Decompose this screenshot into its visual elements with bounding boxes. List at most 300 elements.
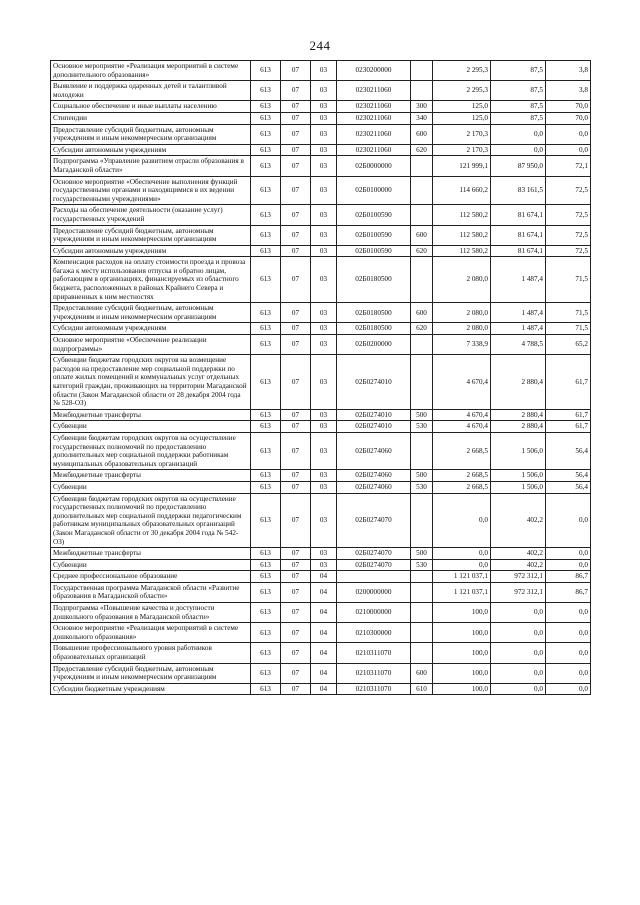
executed-amount-cell: 87,5 (491, 81, 546, 101)
subsection-code-cell: 03 (311, 61, 337, 81)
execution-percent-cell: 0,0 (546, 493, 591, 548)
execution-percent-cell: 72,1 (546, 156, 591, 176)
expense-type-cell: 340 (411, 112, 433, 124)
executed-amount-cell: 2 880,4 (491, 355, 546, 410)
executed-amount-cell: 87,5 (491, 112, 546, 124)
ministry-code-cell: 613 (251, 481, 281, 493)
ministry-code-cell: 613 (251, 603, 281, 623)
planned-amount-cell: 1 121 037,1 (433, 582, 491, 602)
subsection-code-cell: 03 (311, 409, 337, 421)
section-code-cell: 07 (281, 81, 311, 101)
ministry-code-cell: 613 (251, 124, 281, 144)
target-article-cell: 0210000000 (337, 603, 411, 623)
table-row (51, 257, 591, 303)
target-article-cell: 0210300000 (337, 623, 411, 643)
executed-amount-cell: 0,0 (491, 623, 546, 643)
section-code-cell: 07 (281, 156, 311, 176)
table-row (51, 421, 591, 433)
target-article-cell: 0210311070 (337, 683, 411, 695)
ministry-code-cell: 613 (251, 176, 281, 205)
section-code-cell: 07 (281, 493, 311, 548)
subsection-code-cell: 04 (311, 571, 337, 583)
executed-amount-cell: 2 880,4 (491, 421, 546, 433)
ministry-code-cell: 613 (251, 144, 281, 156)
table-row (51, 643, 591, 663)
target-article-cell: 02Б0000000 (337, 156, 411, 176)
target-article-cell: 02Б0100000 (337, 176, 411, 205)
table-row (51, 623, 591, 643)
execution-percent-cell: 72,5 (546, 205, 591, 225)
expense-type-cell: 500 (411, 548, 433, 560)
subsection-code-cell: 03 (311, 481, 337, 493)
expense-type-cell: 600 (411, 663, 433, 683)
planned-amount-cell: 121 999,1 (433, 156, 491, 176)
expense-type-cell: 600 (411, 303, 433, 323)
executed-amount-cell: 87 950,0 (491, 156, 546, 176)
item-name-cell: Расходы на обеспечение деятельности (оказание услуг) государственных учреждений (51, 205, 251, 225)
expense-type-cell: 300 (411, 101, 433, 113)
ministry-code-cell: 613 (251, 205, 281, 225)
planned-amount-cell: 100,0 (433, 603, 491, 623)
table-row (51, 548, 591, 560)
planned-amount-cell: 4 670,4 (433, 355, 491, 410)
item-name-cell: Субсидии автономным учреждениям (51, 245, 251, 257)
subsection-code-cell: 04 (311, 663, 337, 683)
item-name-cell: Субвенции (51, 559, 251, 571)
section-code-cell: 07 (281, 548, 311, 560)
subsection-code-cell: 03 (311, 323, 337, 335)
executed-amount-cell: 402,2 (491, 559, 546, 571)
ministry-code-cell: 613 (251, 335, 281, 355)
execution-percent-cell: 65,2 (546, 335, 591, 355)
item-name-cell: Государственная программа Магаданской области «Развитие образования в Магаданской области» (51, 582, 251, 602)
ministry-code-cell: 613 (251, 225, 281, 245)
ministry-code-cell: 613 (251, 548, 281, 560)
section-code-cell: 07 (281, 470, 311, 482)
table-row (51, 156, 591, 176)
subsection-code-cell: 03 (311, 355, 337, 410)
executed-amount-cell: 81 674,1 (491, 205, 546, 225)
target-article-cell: 02Б0200000 (337, 335, 411, 355)
table-row (51, 603, 591, 623)
planned-amount-cell: 2 080,0 (433, 303, 491, 323)
section-code-cell: 07 (281, 144, 311, 156)
table-row (51, 559, 591, 571)
executed-amount-cell: 402,2 (491, 548, 546, 560)
subsection-code-cell: 03 (311, 205, 337, 225)
item-name-cell: Субсидии бюджетным учреждениям (51, 683, 251, 695)
subsection-code-cell: 04 (311, 623, 337, 643)
execution-percent-cell: 71,5 (546, 303, 591, 323)
section-code-cell: 07 (281, 582, 311, 602)
execution-percent-cell: 56,4 (546, 432, 591, 469)
section-code-cell: 07 (281, 176, 311, 205)
ministry-code-cell: 613 (251, 101, 281, 113)
executed-amount-cell: 0,0 (491, 124, 546, 144)
expense-type-cell (411, 603, 433, 623)
execution-percent-cell: 0,0 (546, 559, 591, 571)
ministry-code-cell: 613 (251, 643, 281, 663)
expense-type-cell: 620 (411, 245, 433, 257)
table-row (51, 144, 591, 156)
target-article-cell: 02Б0100590 (337, 205, 411, 225)
table-row (51, 582, 591, 602)
execution-percent-cell: 72,5 (546, 176, 591, 205)
item-name-cell: Предоставление субсидий бюджетным, автономным учреждениям и иным некоммерческим организациям (51, 663, 251, 683)
section-code-cell: 07 (281, 603, 311, 623)
item-name-cell: Субвенции бюджетам городских округов на осуществление государственных полномочий по предоставлению дополнительных мер социальной поддержки педагогическим работникам муниципальных образовательных организаций (Закон Магаданской области от 30 декабря 2004 года № 542-ОЗ) (51, 493, 251, 548)
subsection-code-cell: 03 (311, 335, 337, 355)
section-code-cell: 07 (281, 432, 311, 469)
expense-type-cell (411, 355, 433, 410)
expense-type-cell (411, 571, 433, 583)
execution-percent-cell: 72,5 (546, 245, 591, 257)
executed-amount-cell: 1 506,0 (491, 481, 546, 493)
table-row (51, 112, 591, 124)
subsection-code-cell: 03 (311, 144, 337, 156)
expense-type-cell (411, 643, 433, 663)
expense-type-cell: 600 (411, 225, 433, 245)
item-name-cell: Социальное обеспечение и иные выплаты населению (51, 101, 251, 113)
executed-amount-cell: 1 506,0 (491, 432, 546, 469)
target-article-cell: 02Б0180500 (337, 323, 411, 335)
table-row (51, 335, 591, 355)
ministry-code-cell: 613 (251, 355, 281, 410)
target-article-cell: 02Б0100590 (337, 245, 411, 257)
executed-amount-cell: 87,5 (491, 61, 546, 81)
planned-amount-cell: 4 670,4 (433, 409, 491, 421)
item-name-cell: Подпрограмма «Повышение качества и доступности дошкольного образования в Магаданской области» (51, 603, 251, 623)
execution-percent-cell: 0,0 (546, 124, 591, 144)
target-article-cell: 0230211060 (337, 81, 411, 101)
planned-amount-cell: 114 660,2 (433, 176, 491, 205)
item-name-cell: Основное мероприятие «Реализация мероприятий в системе дошкольного образования» (51, 623, 251, 643)
section-code-cell: 07 (281, 421, 311, 433)
executed-amount-cell: 0,0 (491, 663, 546, 683)
expense-type-cell: 530 (411, 481, 433, 493)
planned-amount-cell: 100,0 (433, 643, 491, 663)
ministry-code-cell: 613 (251, 409, 281, 421)
ministry-code-cell: 613 (251, 421, 281, 433)
section-code-cell: 07 (281, 124, 311, 144)
ministry-code-cell: 613 (251, 493, 281, 548)
execution-percent-cell: 86,7 (546, 571, 591, 583)
table-row (51, 124, 591, 144)
execution-percent-cell: 0,0 (546, 623, 591, 643)
executed-amount-cell: 83 161,5 (491, 176, 546, 205)
subsection-code-cell: 03 (311, 101, 337, 113)
execution-percent-cell: 71,5 (546, 323, 591, 335)
target-article-cell: 0230211060 (337, 101, 411, 113)
executed-amount-cell: 4 788,5 (491, 335, 546, 355)
target-article-cell: 0200000000 (337, 582, 411, 602)
subsection-code-cell: 03 (311, 112, 337, 124)
subsection-code-cell: 03 (311, 257, 337, 303)
section-code-cell: 07 (281, 101, 311, 113)
section-code-cell: 07 (281, 205, 311, 225)
execution-percent-cell: 0,0 (546, 603, 591, 623)
subsection-code-cell: 03 (311, 303, 337, 323)
executed-amount-cell: 0,0 (491, 603, 546, 623)
ministry-code-cell: 613 (251, 112, 281, 124)
item-name-cell: Субвенции (51, 421, 251, 433)
planned-amount-cell: 2 080,0 (433, 257, 491, 303)
executed-amount-cell: 0,0 (491, 683, 546, 695)
subsection-code-cell: 04 (311, 603, 337, 623)
table-row (51, 323, 591, 335)
execution-percent-cell: 56,4 (546, 481, 591, 493)
ministry-code-cell: 613 (251, 432, 281, 469)
planned-amount-cell: 0,0 (433, 548, 491, 560)
execution-percent-cell: 72,5 (546, 225, 591, 245)
execution-percent-cell: 0,0 (546, 548, 591, 560)
item-name-cell: Предоставление субсидий бюджетным, автономным учреждениям и иным некоммерческим организациям (51, 225, 251, 245)
ministry-code-cell: 613 (251, 663, 281, 683)
target-article-cell: 0230200000 (337, 61, 411, 81)
target-article-cell: 02Б0274060 (337, 481, 411, 493)
executed-amount-cell: 0,0 (491, 643, 546, 663)
planned-amount-cell: 0,0 (433, 559, 491, 571)
planned-amount-cell: 2 295,3 (433, 61, 491, 81)
item-name-cell: Подпрограмма «Управление развитием отрасли образования в Магаданской области» (51, 156, 251, 176)
planned-amount-cell: 2 668,5 (433, 470, 491, 482)
table-row (51, 663, 591, 683)
subsection-code-cell: 03 (311, 156, 337, 176)
execution-percent-cell: 3,8 (546, 61, 591, 81)
executed-amount-cell: 972 312,1 (491, 571, 546, 583)
table-row (51, 355, 591, 410)
item-name-cell: Субвенции бюджетам городских округов на осуществление государственных полномочий по предоставлению дополнительных мер социальной поддержки работникам муниципальных образовательных организаций (51, 432, 251, 469)
section-code-cell: 07 (281, 409, 311, 421)
subsection-code-cell: 04 (311, 643, 337, 663)
section-code-cell: 07 (281, 112, 311, 124)
item-name-cell: Основное мероприятие «Обеспечение реализации подпрограммы» (51, 335, 251, 355)
subsection-code-cell: 03 (311, 432, 337, 469)
executed-amount-cell: 87,5 (491, 101, 546, 113)
section-code-cell: 07 (281, 643, 311, 663)
ministry-code-cell: 613 (251, 623, 281, 643)
execution-percent-cell: 0,0 (546, 144, 591, 156)
subsection-code-cell: 03 (311, 559, 337, 571)
section-code-cell: 07 (281, 481, 311, 493)
expense-type-cell: 600 (411, 124, 433, 144)
table-row (51, 409, 591, 421)
ministry-code-cell: 613 (251, 559, 281, 571)
planned-amount-cell: 0,0 (433, 493, 491, 548)
target-article-cell: 0230211060 (337, 124, 411, 144)
target-article-cell: 02Б0274070 (337, 493, 411, 548)
expense-type-cell (411, 205, 433, 225)
target-article-cell: 0230211060 (337, 144, 411, 156)
section-code-cell: 07 (281, 225, 311, 245)
target-article-cell: 02Б0274060 (337, 432, 411, 469)
item-name-cell: Межбюджетные трансферты (51, 409, 251, 421)
execution-percent-cell: 71,5 (546, 257, 591, 303)
table-row (51, 683, 591, 695)
target-article-cell: 0210311070 (337, 663, 411, 683)
planned-amount-cell: 100,0 (433, 683, 491, 695)
table-row (51, 101, 591, 113)
item-name-cell: Компенсация расходов на оплату стоимости проезда и провоза багажа к месту использования отпуска и обратно лицам, работающим в организациях, финансируемых из областного бюджета, расположенных в районах Крайнего Севера и приравненных к ним местностях (51, 257, 251, 303)
item-name-cell: Субсидии автономным учреждениям (51, 144, 251, 156)
item-name-cell: Основное мероприятие «Реализация мероприятий в системе дополнительного образования» (51, 61, 251, 81)
ministry-code-cell: 613 (251, 303, 281, 323)
section-code-cell: 07 (281, 303, 311, 323)
budget-table-body (51, 61, 591, 695)
subsection-code-cell: 03 (311, 245, 337, 257)
planned-amount-cell: 7 338,9 (433, 335, 491, 355)
target-article-cell: 02Б0180500 (337, 303, 411, 323)
target-article-cell: 02Б0100590 (337, 225, 411, 245)
target-article-cell (337, 571, 411, 583)
expense-type-cell: 530 (411, 421, 433, 433)
planned-amount-cell: 112 580,2 (433, 205, 491, 225)
ministry-code-cell: 613 (251, 257, 281, 303)
execution-percent-cell: 61,7 (546, 421, 591, 433)
execution-percent-cell: 61,7 (546, 409, 591, 421)
subsection-code-cell: 04 (311, 582, 337, 602)
item-name-cell: Межбюджетные трансферты (51, 548, 251, 560)
table-row (51, 481, 591, 493)
subsection-code-cell: 03 (311, 124, 337, 144)
section-code-cell: 07 (281, 61, 311, 81)
executed-amount-cell: 81 674,1 (491, 225, 546, 245)
item-name-cell: Предоставление субсидий бюджетным, автономным учреждениям и иным некоммерческим организациям (51, 124, 251, 144)
table-row (51, 225, 591, 245)
executed-amount-cell: 402,2 (491, 493, 546, 548)
execution-percent-cell: 56,4 (546, 470, 591, 482)
planned-amount-cell: 4 670,4 (433, 421, 491, 433)
item-name-cell: Субвенции (51, 481, 251, 493)
section-code-cell: 07 (281, 355, 311, 410)
section-code-cell: 07 (281, 623, 311, 643)
subsection-code-cell: 03 (311, 421, 337, 433)
expense-type-cell: 620 (411, 323, 433, 335)
ministry-code-cell: 613 (251, 683, 281, 695)
expense-type-cell: 500 (411, 470, 433, 482)
planned-amount-cell: 112 580,2 (433, 245, 491, 257)
section-code-cell: 07 (281, 683, 311, 695)
table-row (51, 81, 591, 101)
expense-type-cell (411, 257, 433, 303)
ministry-code-cell: 613 (251, 582, 281, 602)
executed-amount-cell: 1 487,4 (491, 323, 546, 335)
planned-amount-cell: 2 668,5 (433, 432, 491, 469)
item-name-cell: Субвенции бюджетам городских округов на возмещение расходов на предоставление мер социальной поддержки по оплате жилых помещений и коммунальных услуг отдельных категорий граждан, проживающих на территории Магаданской области (Закон Магаданской области от 28 декабря 2004 года № 528-ОЗ) (51, 355, 251, 410)
item-name-cell: Предоставление субсидий бюджетным, автономным учреждениям и иным некоммерческим организациям (51, 303, 251, 323)
ministry-code-cell: 613 (251, 245, 281, 257)
execution-percent-cell: 3,8 (546, 81, 591, 101)
expense-type-cell (411, 623, 433, 643)
planned-amount-cell: 112 580,2 (433, 225, 491, 245)
item-name-cell: Стипендии (51, 112, 251, 124)
table-row (51, 245, 591, 257)
target-article-cell: 02Б0274070 (337, 548, 411, 560)
target-article-cell: 0230211060 (337, 112, 411, 124)
execution-percent-cell: 61,7 (546, 355, 591, 410)
executed-amount-cell: 972 312,1 (491, 582, 546, 602)
section-code-cell: 07 (281, 335, 311, 355)
execution-percent-cell: 0,0 (546, 643, 591, 663)
page-number: 244 (309, 38, 331, 53)
executed-amount-cell: 0,0 (491, 144, 546, 156)
executed-amount-cell: 1 506,0 (491, 470, 546, 482)
executed-amount-cell: 1 487,4 (491, 303, 546, 323)
expense-type-cell (411, 493, 433, 548)
section-code-cell: 07 (281, 257, 311, 303)
ministry-code-cell: 613 (251, 156, 281, 176)
item-name-cell: Основное мероприятие «Обеспечение выполнения функций государственными органами и находящимися в их ведении государственными учреждениями» (51, 176, 251, 205)
table-row (51, 61, 591, 81)
target-article-cell: 02Б0274070 (337, 559, 411, 571)
execution-percent-cell: 70,0 (546, 101, 591, 113)
subsection-code-cell: 03 (311, 176, 337, 205)
planned-amount-cell: 2 295,3 (433, 81, 491, 101)
target-article-cell: 02Б0274010 (337, 355, 411, 410)
table-row (51, 176, 591, 205)
subsection-code-cell: 04 (311, 683, 337, 695)
table-row (51, 571, 591, 583)
planned-amount-cell: 2 170,3 (433, 144, 491, 156)
planned-amount-cell: 100,0 (433, 663, 491, 683)
expense-type-cell (411, 432, 433, 469)
expense-type-cell (411, 156, 433, 176)
execution-percent-cell: 0,0 (546, 683, 591, 695)
subsection-code-cell: 03 (311, 225, 337, 245)
planned-amount-cell: 2 170,3 (433, 124, 491, 144)
expense-type-cell: 530 (411, 559, 433, 571)
expense-type-cell: 610 (411, 683, 433, 695)
section-code-cell: 07 (281, 559, 311, 571)
planned-amount-cell: 100,0 (433, 623, 491, 643)
executed-amount-cell: 81 674,1 (491, 245, 546, 257)
target-article-cell: 0210311070 (337, 643, 411, 663)
expense-type-cell (411, 176, 433, 205)
section-code-cell: 07 (281, 571, 311, 583)
target-article-cell: 02Б0274010 (337, 421, 411, 433)
section-code-cell: 07 (281, 245, 311, 257)
item-name-cell: Межбюджетные трансферты (51, 470, 251, 482)
expense-type-cell (411, 81, 433, 101)
expense-type-cell (411, 61, 433, 81)
table-row (51, 205, 591, 225)
expense-type-cell: 500 (411, 409, 433, 421)
executed-amount-cell: 2 880,4 (491, 409, 546, 421)
section-code-cell: 07 (281, 323, 311, 335)
planned-amount-cell: 1 121 037,1 (433, 571, 491, 583)
expense-type-cell: 620 (411, 144, 433, 156)
planned-amount-cell: 125,0 (433, 112, 491, 124)
budget-table (50, 60, 591, 695)
expense-type-cell (411, 582, 433, 602)
subsection-code-cell: 03 (311, 548, 337, 560)
subsection-code-cell: 03 (311, 81, 337, 101)
planned-amount-cell: 125,0 (433, 101, 491, 113)
section-code-cell: 07 (281, 663, 311, 683)
subsection-code-cell: 03 (311, 470, 337, 482)
ministry-code-cell: 613 (251, 81, 281, 101)
table-row (51, 432, 591, 469)
subsection-code-cell: 03 (311, 493, 337, 548)
ministry-code-cell: 613 (251, 571, 281, 583)
ministry-code-cell: 613 (251, 61, 281, 81)
execution-percent-cell: 0,0 (546, 663, 591, 683)
table-row (51, 303, 591, 323)
execution-percent-cell: 86,7 (546, 582, 591, 602)
target-article-cell: 02Б0274010 (337, 409, 411, 421)
ministry-code-cell: 613 (251, 323, 281, 335)
item-name-cell: Субсидии автономным учреждениям (51, 323, 251, 335)
